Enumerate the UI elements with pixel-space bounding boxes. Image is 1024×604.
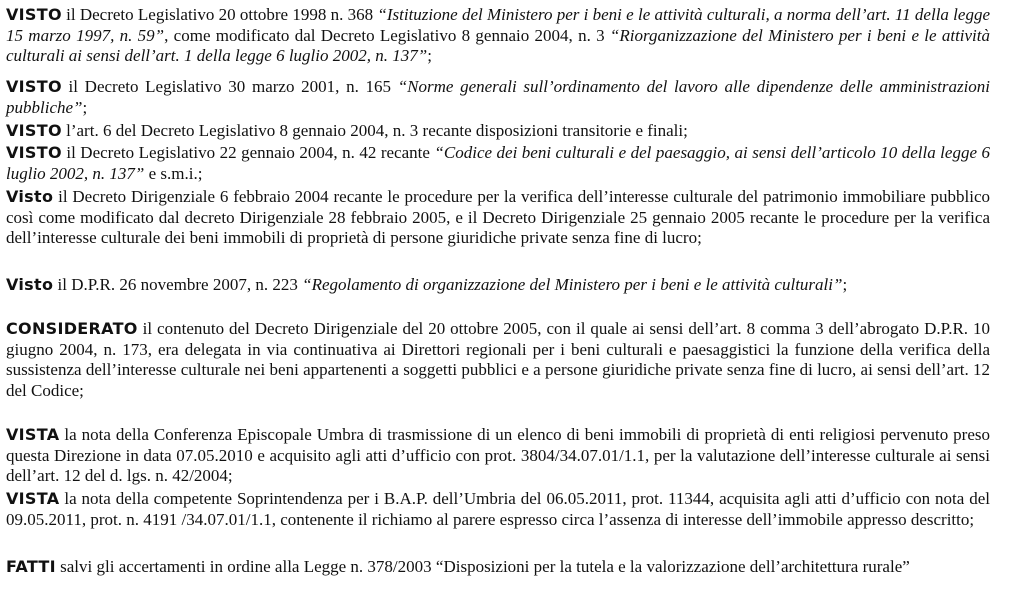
- paragraph-keyword: VISTO: [6, 5, 62, 24]
- paragraph-visto-dlgs-165: [6, 77, 990, 118]
- paragraph-citation: “Istituzione del Ministero per i beni e le attività culturali, a norma dell’art. 11 della legge 15 marzo 1997, n. 59”: [6, 5, 990, 45]
- paragraph-keyword: CONSIDERATO: [6, 319, 138, 338]
- paragraph-keyword: FATTI: [6, 557, 56, 576]
- paragraph-keyword: Visto: [6, 275, 54, 294]
- paragraph-text: il Decreto Legislativo 30 marzo 2001, n. 165: [61, 77, 398, 96]
- paragraph-text: e s.m.i.;: [144, 163, 203, 183]
- paragraph-considerato: [6, 319, 990, 401]
- paragraph-text: la nota della competente Soprintendenza per i B.A.P. dell’Umbria del 06.05.2011, prot. 11344, acquisita agli atti d’ufficio con nota del 09.05.2011, prot. n. 4191 /34.07.01/1.1, contenente il richiamo al parere espresso circa l’assenza di interesse dell’immobile appresso descritto;: [6, 489, 990, 529]
- paragraph-citation: “Norme generali sull’ordinamento del lavoro alle dipendenze delle amministrazioni pubbliche”: [6, 77, 991, 117]
- paragraph-vista-soprintendenza: [6, 489, 990, 530]
- paragraph-citation: “Riorganizzazione del Ministero per i beni e le attività culturali ai sensi dell’art. 1 della legge 6 luglio 2002, n. 137”: [6, 25, 991, 66]
- paragraph-visto-art6: [6, 121, 990, 142]
- paragraph-visto-dlgs-42: [6, 143, 990, 184]
- paragraph-keyword: Visto: [6, 187, 54, 206]
- paragraph-text: il Decreto Legislativo 22 gennaio 2004, n. 42 recante: [61, 143, 435, 162]
- paragraph-text: ;: [427, 46, 432, 66]
- paragraph-citation: “Regolamento di organizzazione del Ministero per i beni e le attività culturali”: [302, 275, 843, 294]
- paragraph-keyword: VISTO: [6, 121, 62, 140]
- paragraph-vista-conferenza-episcopale: [6, 425, 990, 487]
- paragraph-visto-dpr-223: [6, 275, 990, 296]
- paragraph-keyword: VISTA: [6, 489, 60, 508]
- paragraph-text: , come modificato dal Decreto Legislativo 8 gennaio 2004, n. 3: [164, 25, 610, 45]
- paragraph-text: il D.P.R. 26 novembre 2007, n. 223: [53, 275, 303, 294]
- paragraph-fatti-salvi: [6, 557, 990, 578]
- paragraph-text: il Decreto Legislativo 20 ottobre 1998 n. 368: [61, 5, 378, 24]
- paragraph-keyword: VISTO: [6, 77, 62, 96]
- paragraph-text: ;: [82, 97, 88, 117]
- paragraph-text: salvi gli accertamenti in ordine alla Legge n. 378/2003 “Disposizioni per la tutela e la valorizzazione dell’architettura rurale”: [55, 557, 910, 576]
- paragraph-text: ;: [842, 275, 848, 294]
- paragraph-citation: “Codice dei beni culturali e del paesaggio, ai sensi dell’articolo 10 della legge 6 luglio 2002, n. 137”: [6, 143, 990, 183]
- paragraph-keyword: VISTO: [6, 143, 62, 162]
- paragraph-text: il Decreto Dirigenziale 6 febbraio 2004 recante le procedure per la verifica dell’interesse culturale del patrimonio immobiliare pubblico così come modificato dal decreto Dirigenziale 28 febbraio 2005, e il Decreto Dirigenziale 25 gennaio 2005 recante le procedure per la verifica dell’interesse culturale dei beni immobili di proprietà di persone giuridiche private senza fine di lucro;: [6, 187, 990, 248]
- paragraph-visto-decreto-dirigenziale: [6, 187, 990, 249]
- paragraph-text: la nota della Conferenza Episcopale Umbra di trasmissione di un elenco di beni immobili di proprietà di enti religiosi pervenuto preso questa Direzione in data 07.05.2010 e acquisito agli atti d’ufficio con prot. 3804/34.07.01/1.1, per la valutazione dell’interesse culturale ai sensi dell’art. 12 del d. lgs. n. 42/2004;: [6, 425, 990, 486]
- paragraph-visto-dlgs-368: [6, 5, 990, 67]
- paragraph-keyword: VISTA: [6, 425, 60, 444]
- paragraph-text: il contenuto del Decreto Dirigenziale del 20 ottobre 2005, con il quale ai sensi dell’art. 8 comma 3 dell’abrogato D.P.R. 10 giugno 2004, n. 173, era delegata in via continuativa ai Direttori regionali per i beni culturali e paesaggistici la funzione della verifica della sussistenza dell’interesse culturale nei beni appartenenti a soggetti pubblici e a persone giuridiche private senza fine di lucro, ai sensi dell’art. 12 del Codice;: [6, 319, 990, 400]
- paragraph-text: l’art. 6 del Decreto Legislativo 8 gennaio 2004, n. 3 recante disposizioni transitorie e finali;: [61, 121, 688, 140]
